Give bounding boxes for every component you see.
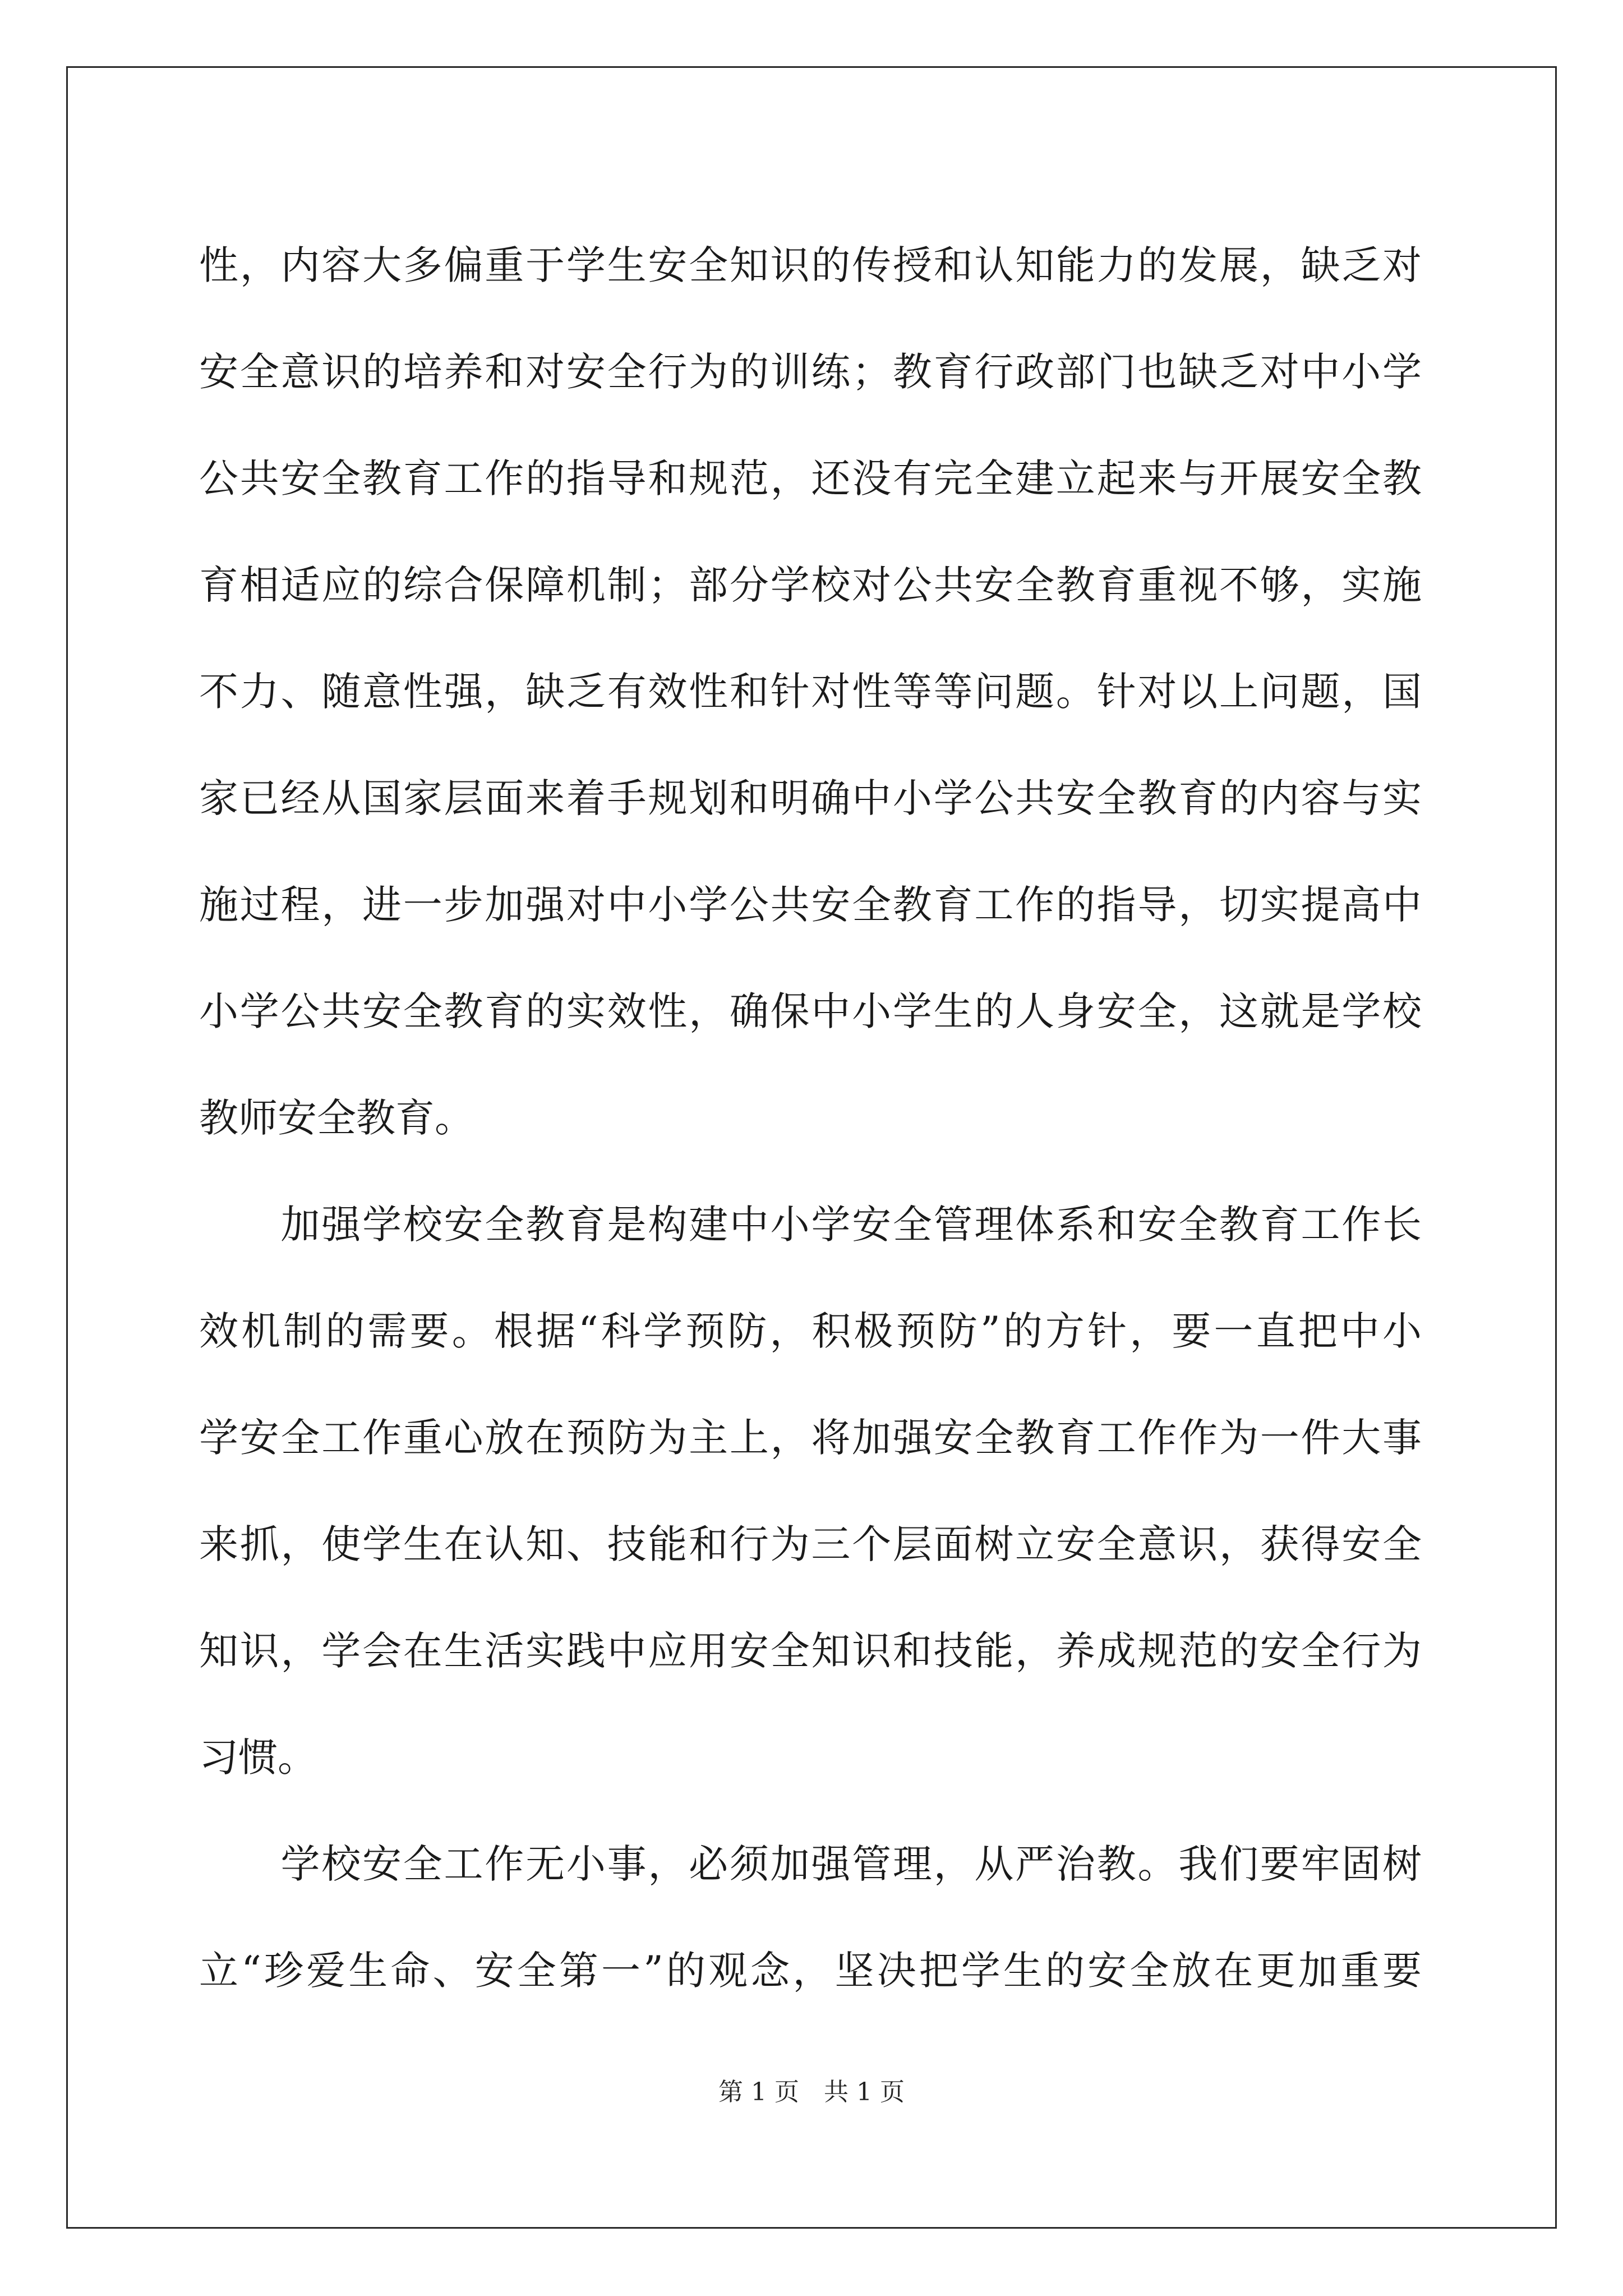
text-line: 知识，学会在生活实践中应用安全知识和技能，养成规范的安全行为: [199, 1628, 1422, 1674]
document-body: [199, 212, 1422, 2024]
text-line: 育相适应的综合保障机制；部分学校对公共安全教育重视不够，实施: [199, 562, 1422, 608]
text-line: 加强学校安全教育是构建中小学安全管理体系和安全教育工作长: [199, 1202, 1422, 1248]
text-line: 立“珍爱生命、安全第一”的观念，坚决把学生的安全放在更加重要: [199, 1948, 1422, 1994]
paragraph-end-line: 习惯。: [199, 1734, 317, 1780]
text-line: 小学公共安全教育的实效性，确保中小学生的人身安全，这就是学校: [199, 988, 1422, 1034]
text-line: 公共安全教育工作的指导和规范，还没有完全建立起来与开展安全教: [199, 455, 1422, 501]
text-line: 性，内容大多偏重于学生安全知识的传授和认知能力的发展，缺乏对: [199, 242, 1422, 288]
text-line: 家已经从国家层面来着手规划和明确中小学公共安全教育的内容与实: [199, 775, 1422, 821]
text-line: 效机制的需要。根据“科学预防，积极预防”的方针，要一直把中小: [199, 1308, 1422, 1354]
text-line: 学校安全工作无小事，必须加强管理，从严治教。我们要牢固树: [199, 1841, 1422, 1887]
text-line: 施过程，进一步加强对中小学公共安全教育工作的指导，切实提高中: [199, 882, 1422, 928]
text-line: 不力、随意性强，缺乏有效性和针对性等等问题。针对以上问题，国: [199, 669, 1422, 715]
page-number-footer: 第 1 页 共 1 页: [718, 2078, 905, 2106]
paragraph-end-line: 教师安全教育。: [199, 1095, 474, 1141]
text-line: 学安全工作重心放在预防为主上，将加强安全教育工作作为一件大事: [199, 1415, 1422, 1461]
text-line: 来抓，使学生在认知、技能和行为三个层面树立安全意识，获得安全: [199, 1521, 1422, 1567]
text-line: 安全意识的培养和对安全行为的训练；教育行政部门也缺乏对中小学: [199, 349, 1422, 395]
